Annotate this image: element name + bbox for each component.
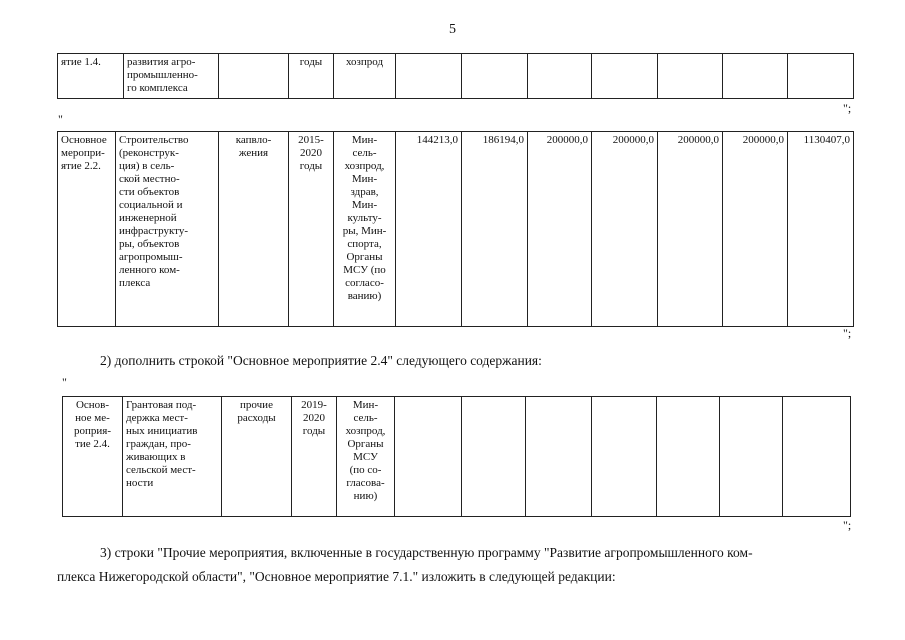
table-cell: Строительство (реконструк- ция) в сель- ской местно- сти объектов социальной и инженерной инфраструкту- ры, объектов агропромыш- ленного ком- плекса: [116, 132, 219, 327]
table-cell: [462, 397, 526, 517]
table-cell: Мин- сель- хозпрод, Мин- здрав, Мин- культу- ры, Мин- спорта, Органы МСУ (по согласо- ванию): [334, 132, 396, 327]
table-cell: [395, 397, 462, 517]
closing-quote: ";: [843, 518, 852, 532]
closing-quote: ";: [843, 101, 852, 115]
table-cell: [462, 54, 528, 99]
table-row: [58, 132, 854, 327]
table-cell: 144213,0: [396, 132, 462, 327]
table-cell: [528, 54, 592, 99]
page-number: 5: [449, 22, 456, 37]
table-cell: годы: [289, 54, 334, 99]
table-cell: [219, 54, 289, 99]
table-event-2-4: [62, 396, 851, 517]
table-cell: Основное меропри- ятие 2.2.: [58, 132, 116, 327]
opening-quote: ": [62, 375, 67, 389]
paragraph-add-row: 2) дополнить строкой "Основное мероприятие 2.4" следующего содержания:: [100, 353, 542, 368]
table-cell: [783, 397, 851, 517]
table-cell: [592, 397, 657, 517]
table-cell: капвло- жения: [219, 132, 289, 327]
table-cell: Мин- сель- хозпрод, Органы МСУ (по со- гласова- нию): [337, 397, 395, 517]
table-cell: Грантовая под- держка мест- ных инициатив граждан, про- живающих в сельской мест- ности: [123, 397, 222, 517]
table-cell: 186194,0: [462, 132, 528, 327]
table-cell: 2015- 2020 годы: [289, 132, 334, 327]
table-cell: [592, 54, 658, 99]
table-row: [58, 54, 854, 99]
table-cell: [657, 397, 720, 517]
closing-quote: ";: [843, 326, 852, 340]
table-cell: хозпрод: [334, 54, 396, 99]
table-cell: [723, 54, 788, 99]
table-cell: Основ- ное ме- роприя- тие 2.4.: [63, 397, 123, 517]
paragraph-replace-line-2: плекса Нижегородской области", "Основное мероприятие 7.1." изложить в следующей редакции:: [57, 569, 616, 584]
table-cell: [658, 54, 723, 99]
table-cell: ятие 1.4.: [58, 54, 124, 99]
table-cell: 200000,0: [723, 132, 788, 327]
table-cell: развития агро- промышленно- го комплекса: [124, 54, 219, 99]
table-cell: 1130407,0: [788, 132, 854, 327]
table-cell: [396, 54, 462, 99]
table-cell: [788, 54, 854, 99]
table-cell: 2019- 2020 годы: [292, 397, 337, 517]
opening-quote: ": [58, 112, 63, 126]
table-cell: 200000,0: [592, 132, 658, 327]
paragraph-replace-line-1: 3) строки "Прочие мероприятия, включенные в государственную программу "Развитие агропромышленного ком-: [100, 545, 753, 560]
table-cell: [720, 397, 783, 517]
table-cell: [526, 397, 592, 517]
table-cell: 200000,0: [528, 132, 592, 327]
table-event-2-2: [57, 131, 854, 327]
table-cell: прочие расходы: [222, 397, 292, 517]
table-cell: 200000,0: [658, 132, 723, 327]
table-fragment-1: [57, 53, 854, 99]
table-row: [63, 397, 851, 517]
